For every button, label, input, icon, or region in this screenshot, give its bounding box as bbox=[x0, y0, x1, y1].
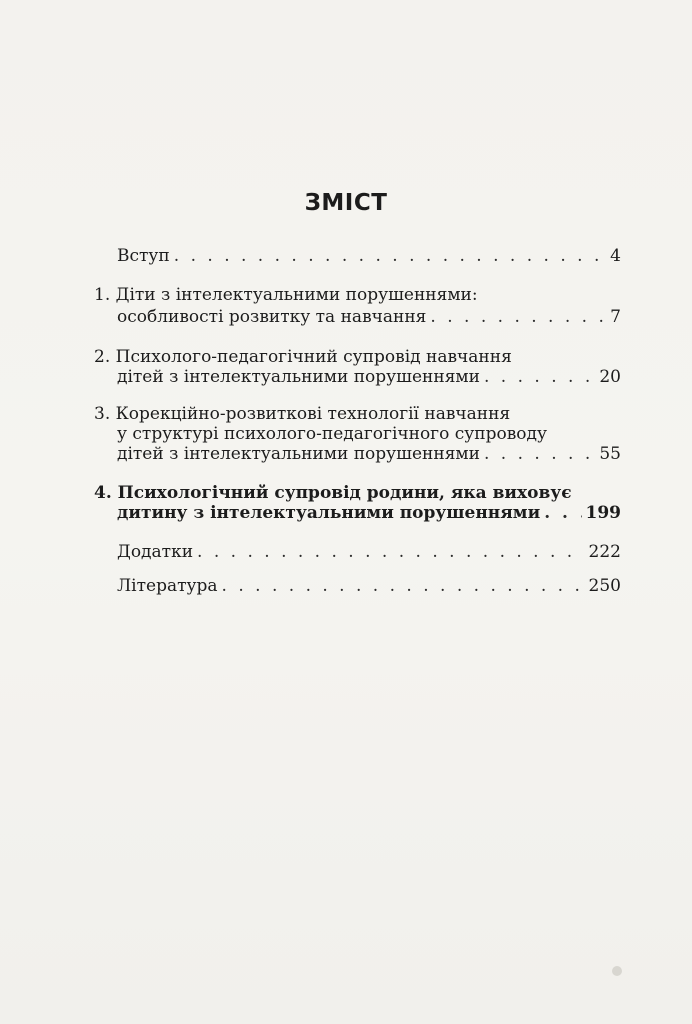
dot-leader bbox=[544, 500, 581, 526]
toc-page-number: 55 bbox=[599, 444, 621, 464]
toc-entry-title: Література bbox=[117, 576, 218, 596]
dot-leader bbox=[197, 539, 585, 565]
toc-page-number: 4 bbox=[610, 246, 621, 266]
toc-entry-title-line: дітей з інтелектуальними порушеннями bbox=[117, 444, 480, 464]
toc-page-number: 20 bbox=[599, 367, 621, 387]
toc-entry-title: Додатки bbox=[117, 542, 194, 562]
toc-entry-title-line: 1. Діти з інтелектуальними порушеннями: bbox=[94, 285, 478, 305]
toc-entry-title-line: дитину з інтелектуальними порушеннями bbox=[117, 503, 541, 523]
toc-entry-title-line: 4. Психологічний супровід родини, яка виховує bbox=[94, 483, 572, 503]
dot-leader bbox=[484, 441, 595, 467]
page-spot-mark bbox=[612, 966, 622, 976]
toc-entry-title: Вступ bbox=[117, 246, 170, 266]
page-title: ЗМІСТ bbox=[304, 190, 388, 216]
dot-leader bbox=[174, 243, 606, 269]
toc-entry-title-line: особливості розвитку та навчання bbox=[117, 307, 427, 327]
toc-entry-title-line: дітей з інтелектуальними порушеннями bbox=[117, 367, 480, 387]
toc-entry-title-line: у структурі психолого-педагогічного супроводу bbox=[117, 424, 547, 444]
dot-leader bbox=[430, 304, 606, 330]
toc-page-number: 199 bbox=[585, 503, 621, 523]
dot-leader bbox=[222, 573, 585, 599]
toc-entry-title-line: 2. Психолого-педагогічний супровід навчання bbox=[94, 347, 512, 367]
toc-page-number: 7 bbox=[610, 307, 621, 327]
dot-leader bbox=[484, 364, 595, 390]
toc-page-number: 250 bbox=[588, 576, 621, 596]
toc-entry-title-line: 3. Корекційно-розвиткові технології навчання bbox=[94, 404, 511, 424]
toc-page-number: 222 bbox=[588, 542, 621, 562]
